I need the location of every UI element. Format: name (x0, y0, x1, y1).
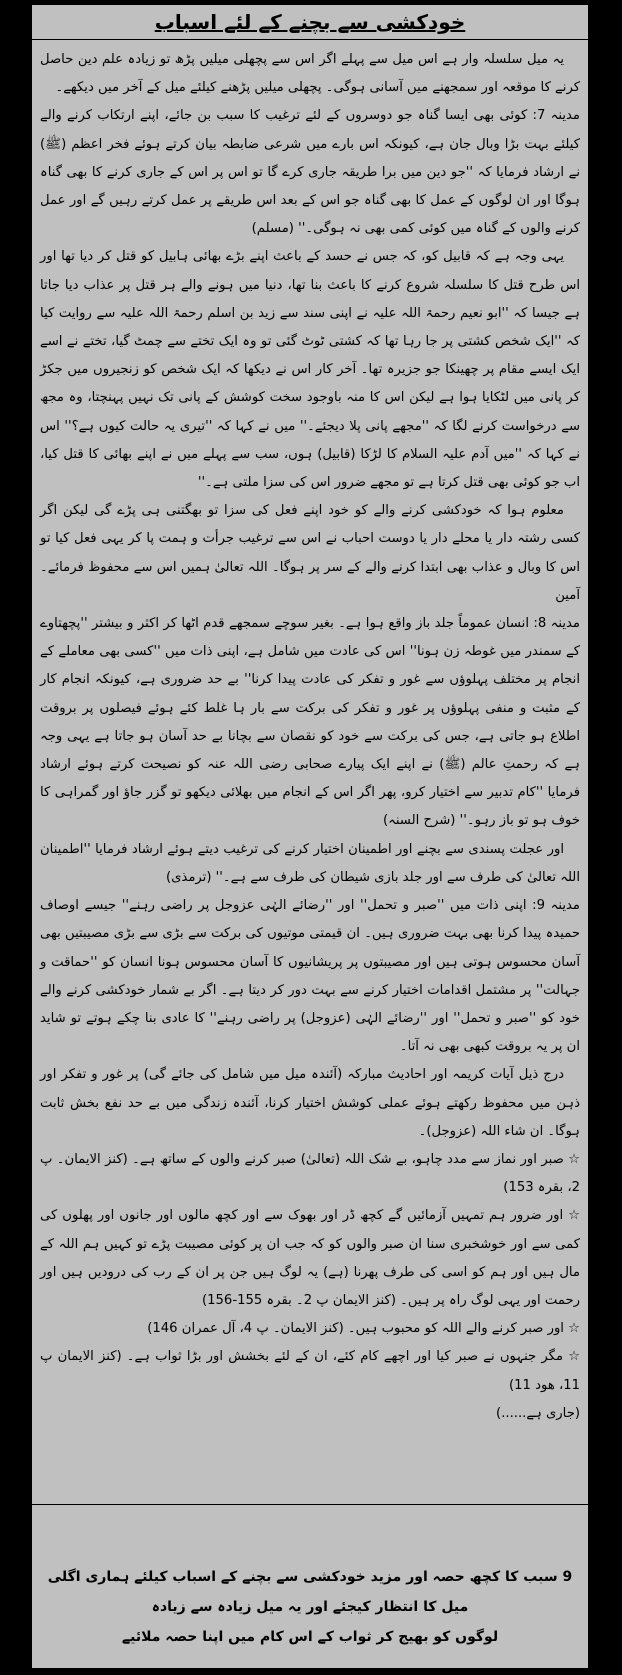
article-card (31, 4, 589, 1669)
to-be-continued: (جاری ہے......) (496, 1405, 580, 1421)
verse-item: ☆ صبر اور نماز سے مدد چاہو، بے شک اللہ (تعالیٰ) صبر کرنے والوں کے ساتھ ہے۔ (کنز الایمان۔ پ 2، بقرہ 153) (40, 1151, 580, 1196)
footer-line-1: 9 سبب کا کچھ حصہ اور مزید خودکشی سے بچنے کے اسباب کیلئے ہماری اگلی میل کا انتظار کیجئے اور یہ میل زیادہ سے زیادہ (47, 1569, 573, 1615)
madina-8-paragraph: مدینہ 8: انسان عموماً جلد باز واقع ہوا ہے۔ بغیر سوچے سمجھے قدم اٹھا کر اکثر و بیشتر ''پچھتاوے کے سمندر میں غوطہ زن ہونا'' اس کی عادت میں شامل ہے، اپنی ذات میں ''کسی بھی معاملے کے انجام پر مختلف پہلوؤں سے غور و تفکر کی عادت پیدا کرنا'' بے حد ضروری ہے، کیونکہ انجام کار کے مثبت و منفی پہلوؤں پر غور و تفکر کی برکت سے بار ہا غلط کئے ہوئے فیصلوں پر بروقت اطلاع ہو جاتی ہے، جس کی برکت سے خود کو نقصان سے بچانا بے حد آسان ہو جاتا ہے یہی وجہ ہے کہ رحمتِ عالم (ﷺ) نے اپنے ایک پیارے صحابی رضی اللہ عنہ کو نصیحت کرتے ہوئے ارشاد فرمایا ''کام تدبیر سے اختیار کرو، پھر اگر اس کے انجام میں بھلائی دیکھو تو گزر جاؤ اور گمراہی کا خوف ہو تو باز رہو۔'' (شرح السنہ) (40, 616, 580, 829)
madina-7-paragraph: مدینہ 7: کوئی بھی ایسا گناہ جو دوسروں کے لئے ترغیب کا سبب بن جائے، اپنے ارتکاب کرنے والے کیلئے بہت بڑا وبال جان ہے، کیونکہ اس بارے میں شرعی ضابطہ بیان کرتے ہوئے فخر اعظم (ﷺ) نے ارشاد فرمایا کہ ''جو دین میں برا طریقہ جاری کرے گا تو اس پر اس کے جاری کرنے کا بھی گناہ ہوگا اور ان لوگوں کے عمل کا بھی گناہ جو اس کے بعد اس طریقے پر عمل کرتے رہیں گے اور عمل کرنے والوں کے گناہ میں کوئی کمی بھی نہ ہوگی۔'' (مسلم) (40, 108, 580, 237)
madina-9-paragraph: مدینہ 9: اپنی ذات میں ''صبر و تحمل'' اور ''رضائے الہٰی عزوجل پر راضی رہنے'' جیسے اوصاف حمیدہ پیدا کرنا بھی بہت ضروری ہیں۔ ان قیمتی موتیوں کی برکت سے بڑی سے بڑی مصیبتیں بھی آسان محسوس ہوتی ہیں اور مصیبتوں پر پریشانیوں کا آسان محسوس ہونا انسان کو ''حماقت و جہالت'' پر مشتمل اقدامات اختیار کرنے سے بہت دور کر دیتا ہے۔ اگر بے شمار خودکشی کرنے والے خود کو ''صبر و تحمل'' اور ''رضائے الہٰی (عزوجل) پر راضی رہنے'' کا عادی بنا چکے ہوتے تو شاید ان پر یہ بروقت کبھی بھی نہ آتا۔ (40, 898, 580, 1055)
verse-item: ☆ اور صبر کرنے والے اللہ کو محبوب ہیں۔ (کنز الایمان۔ پ 4، آل عمران 146) (147, 1321, 580, 1337)
footer-note (31, 1505, 589, 1669)
conclusion-paragraph: معلوم ہوا کہ خودکشی کرنے والے کو خود اپنے فعل کی سزا تو بھگتنی ہی پڑے گی لیکن اگر کسی رشتہ دار یا محلے دار یا دوست احباب نے اس سے ترغیب جرأت و ہمت پا کر یہی فعل کیا تو اس کا وبال و عذاب بھی ابتدا کرنے والے کے سر پر ہوگا۔ اللہ تعالیٰ ہمیں اس سے محفوظ فرمائے۔ آمین (40, 503, 580, 603)
page-title: خودکشی سے بچنے کے لئے اسباب (154, 10, 466, 34)
title-band (31, 4, 589, 40)
verse-item: ☆ مگر جنہوں نے صبر کیا اور اچھے کام کئے، ان کے لئے بخشش اور بڑا ثواب ہے۔ (کنز الایمان پ 11، ھود 11) (40, 1349, 580, 1393)
footer-line-2: لوگوں کو بھیج کر ثواب کے اس کام میں اپنا حصہ ملائیے (121, 1629, 499, 1645)
hadith-tirmidhi-paragraph: اور عجلت پسندی سے بچنے اور اطمینان اختیار کرنے کی ترغیب دیتے ہوئے ارشاد فرمایا ''اطمینان اللہ تعالیٰ کی طرف سے اور جلد بازی شیطان کی طرف سے ہے۔'' (ترمذی) (40, 841, 580, 885)
verses-intro-paragraph: درج ذیل آیات کریمہ اور احادیث مبارکہ (آئندہ میل میں شامل کی جائے گی) پر غور و تفکر اور ذہن میں محفوظ رکھتے ہوئے عملی کوشش اختیار کرنا، آئندہ زندگی میں بے حد نفع بخش ثابت ہوگا۔ ان شاء اللہ (عزوجل)۔ (40, 1067, 580, 1139)
qabil-story-paragraph: یہی وجہ ہے کہ قابیل کو، کہ جس نے حسد کے باعث اپنے بڑے بھائی ہابیل کو قتل کر دیا تھا اور اس طرح قتل کا سلسلہ شروع کرنے کا باعث بنا تھا، دنیا میں ہونے والے ہر قتل پر عذاب دیا جاتا ہے جیسا کہ ''ابو نعیم رحمۃ اللہ علیہ نے اپنی سند سے زید بن اسلم رحمۃ اللہ علیہ سے روایت کیا کہ ''ایک شخص کشتی پر جا رہا تھا کہ کشتی ٹوٹ گئی تو وہ ایک تختے سے چمٹ گیا، تختے نے اسے ایک ایسے مقام پر چھینکا جو جزیرہ تھا۔ آخر کار اس نے دیکھا کہ ایک شخص کو زنجیروں میں جکڑ کر پانی میں لٹکایا ہوا ہے لیکن اس کا منہ باوجود سخت کوشش کے پانی تک نہیں پہنچتا، وہ مجھ سے درخواست کرنے لگا کہ ''مجھے پانی پلا دیجئے۔'' میں نے کہا کہ ''تیری یہ حالت کیوں ہے؟'' اس نے کہا کہ ''میں آدم علیہ السلام کا لڑکا (قابیل) ہوں، سب سے پہلے میں نے اپنے بھائی کا قتل کیا، اب جو کوئی بھی قتل کرتا ہے تو مجھے ضرور اس کی سزا ملتی ہے۔'' (40, 249, 580, 491)
article-body (31, 40, 589, 1505)
intro-paragraph: یہ میل سلسلہ وار ہے اس میل سے پہلے اگر اس سے پچھلی میلیں پڑھ تو زیادہ علم دین حاصل کرنے کا موقعہ اور سمجھنے میں آسانی ہوگی۔ پچھلی میلیں پڑھنے کیلئے میل کے آخر میں دیکھے۔ (40, 52, 580, 96)
verse-item: ☆ اور ضرور ہم تمہیں آزمائیں گے کچھ ڈر اور بھوک سے اور کچھ مالوں اور جانوں اور پھلوں کی کمی سے اور خوشخبری سنا ان صبر والوں کو کہ جب ان پر کوئی مصیبت پڑے تو کہیں ہم اللہ کے مال ہیں اور ہم کو اسی کی طرف پھرنا (ہے) یہ لوگ ہیں جن پر ان کے رب کی درودیں ہیں اور رحمت اور یہی لوگ راہ پر ہیں۔ (کنز الایمان پ 2۔ بقرہ 155-156) (40, 1208, 580, 1308)
